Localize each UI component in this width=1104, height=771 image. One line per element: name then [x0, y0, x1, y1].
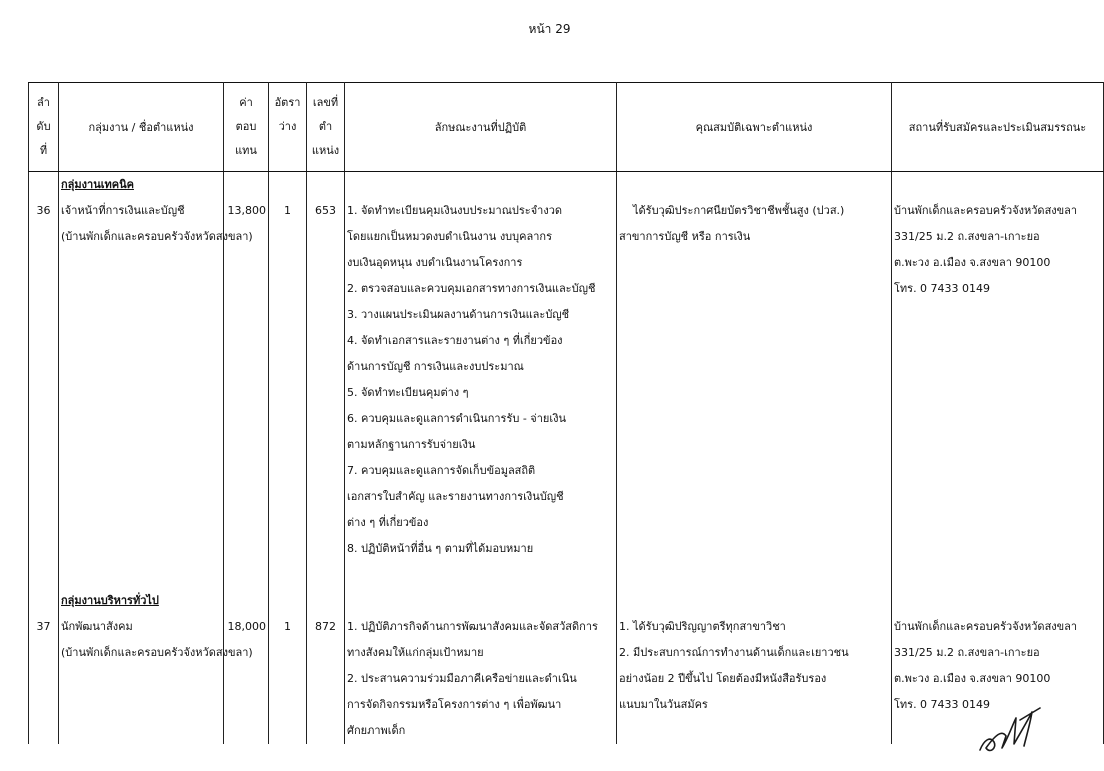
header-qualifications: คุณสมบัติเฉพาะตำแหน่ง — [617, 83, 892, 172]
duty-line: 1. จัดทำทะเบียนคุมเงินงบประมาณประจำงวด — [347, 204, 563, 217]
position-number: 872 — [315, 620, 336, 633]
table-header-row — [29, 83, 1104, 172]
qualification-line: ได้รับวุฒิประกาศนียบัตรวิชาชีพชั้นสูง (ปวส.) — [619, 204, 845, 217]
table-row — [29, 172, 1104, 563]
qualification-line: 1. ได้รับวุฒิปริญญาตรีทุกสาขาวิชา — [619, 620, 786, 633]
position-unit: (บ้านพักเด็กและครอบครัวจังหวัดสงขลา) — [61, 646, 253, 659]
group-name: กลุ่มงานเทคนิค — [61, 178, 134, 191]
duty-line: 5. จัดทำทะเบียนคุมต่าง ๆ — [347, 386, 469, 399]
qualification-line: 2. มีประสบการณ์การทำงานด้านเด็กและเยาวชน — [619, 646, 849, 659]
duty-line: เอกสารใบสำคัญ และรายงานทางการเงินบัญชี — [347, 490, 564, 503]
signature-mark — [972, 690, 1044, 760]
location-line: โทร. 0 7433 0149 — [894, 282, 991, 295]
header-rate: อัตรา ว่าง — [269, 83, 307, 172]
duty-line: ศักยภาพเด็ก — [347, 724, 406, 737]
duty-line: โดยแยกเป็นหมวดงบดำเนินงาน งบบุคลากร — [347, 230, 552, 243]
duty-line: ต่าง ๆ ที่เกี่ยวข้อง — [347, 516, 429, 529]
duties-cell — [345, 172, 617, 563]
location-line: ต.พะวง อ.เมือง จ.สงขลา 90100 — [894, 256, 1051, 269]
qualification-line: สาขาการบัญชี หรือ การเงิน — [619, 230, 751, 243]
duties-cell — [345, 562, 617, 744]
qualification-line: อย่างน้อย 2 ปีขึ้นไป โดยต้องมีหนังสือรับรอง — [619, 672, 827, 685]
position-unit: (บ้านพักเด็กและครอบครัวจังหวัดสงขลา) — [61, 230, 253, 243]
duty-line: 8. ปฏิบัติหน้าที่อื่น ๆ ตามที่ได้มอบหมาย — [347, 542, 534, 555]
location-line: บ้านพักเด็กและครอบครัวจังหวัดสงขลา — [894, 204, 1078, 217]
header-position: กลุ่มงาน / ชื่อตำแหน่ง — [59, 83, 224, 172]
duty-line: 6. ควบคุมและดูแลการดำเนินการรับ - จ่ายเงิน — [347, 412, 567, 425]
header-location: สถานที่รับสมัครและประเมินสมรรถนะ — [892, 83, 1104, 172]
table-row — [29, 562, 1104, 744]
duty-line: 7. ควบคุมและดูแลการจัดเก็บข้อมูลสถิติ — [347, 464, 536, 477]
location-line: บ้านพักเด็กและครอบครัวจังหวัดสงขลา — [894, 620, 1078, 633]
header-pos-no: เลขที่ ตำ แหน่ง — [307, 83, 345, 172]
group-name: กลุ่มงานบริหารทั่วไป — [61, 594, 159, 607]
header-salary: ค่า ตอบ แทน — [224, 83, 269, 172]
page-number: หน้า 29 — [528, 22, 571, 36]
location-line: 331/25 ม.2 ถ.สงขลา-เกาะยอ — [894, 646, 1040, 659]
duty-line: ด้านการบัญชี การเงินและงบประมาณ — [347, 360, 524, 373]
duty-line: งบเงินอุดหนุน งบดำเนินงานโครงการ — [347, 256, 523, 269]
location-line: ต.พะวง อ.เมือง จ.สงขลา 90100 — [894, 672, 1051, 685]
duty-line: 2. ประสานความร่วมมือภาคีเครือข่ายและดำเนิน — [347, 672, 577, 685]
salary-value: 13,800 — [227, 204, 266, 217]
position-title: เจ้าหน้าที่การเงินและบัญชี — [61, 204, 185, 217]
qualifications-cell — [617, 562, 892, 744]
rate-value: 1 — [284, 204, 291, 217]
salary-value: 18,000 — [227, 620, 266, 633]
duty-line: ทางสังคมให้แก่กลุ่มเป้าหมาย — [347, 646, 484, 659]
row-number: 36 — [36, 204, 51, 217]
location-line: โทร. 0 7433 0149 — [894, 698, 991, 711]
duty-line: 1. ปฏิบัติภารกิจด้านการพัฒนาสังคมและจัดสวัสดิการ — [347, 620, 598, 633]
header-duties: ลักษณะงานที่ปฏิบัติ — [345, 83, 617, 172]
row-number: 37 — [36, 620, 51, 633]
duty-line: 2. ตรวจสอบและควบคุมเอกสารทางการเงินและบัญชี — [347, 282, 596, 295]
location-line: 331/25 ม.2 ถ.สงขลา-เกาะยอ — [894, 230, 1040, 243]
qualifications-cell — [617, 172, 892, 563]
duty-line: 4. จัดทำเอกสารและรายงานต่าง ๆ ที่เกี่ยวข้อง — [347, 334, 563, 347]
duty-line: การจัดกิจกรรมหรือโครงการต่าง ๆ เพื่อพัฒนา — [347, 698, 562, 711]
duty-line: ตามหลักฐานการรับจ่ายเงิน — [347, 438, 476, 451]
rate-value: 1 — [284, 620, 291, 633]
location-cell — [892, 172, 1104, 563]
duty-line: 3. วางแผนประเมินผลงานด้านการเงินและบัญชี — [347, 308, 570, 321]
position-number: 653 — [315, 204, 336, 217]
qualification-line: แนบมาในวันสมัคร — [619, 698, 708, 711]
position-title: นักพัฒนาสังคม — [61, 620, 133, 633]
header-no: ลำ ดับ ที่ — [29, 83, 59, 172]
positions-table — [28, 82, 1104, 744]
